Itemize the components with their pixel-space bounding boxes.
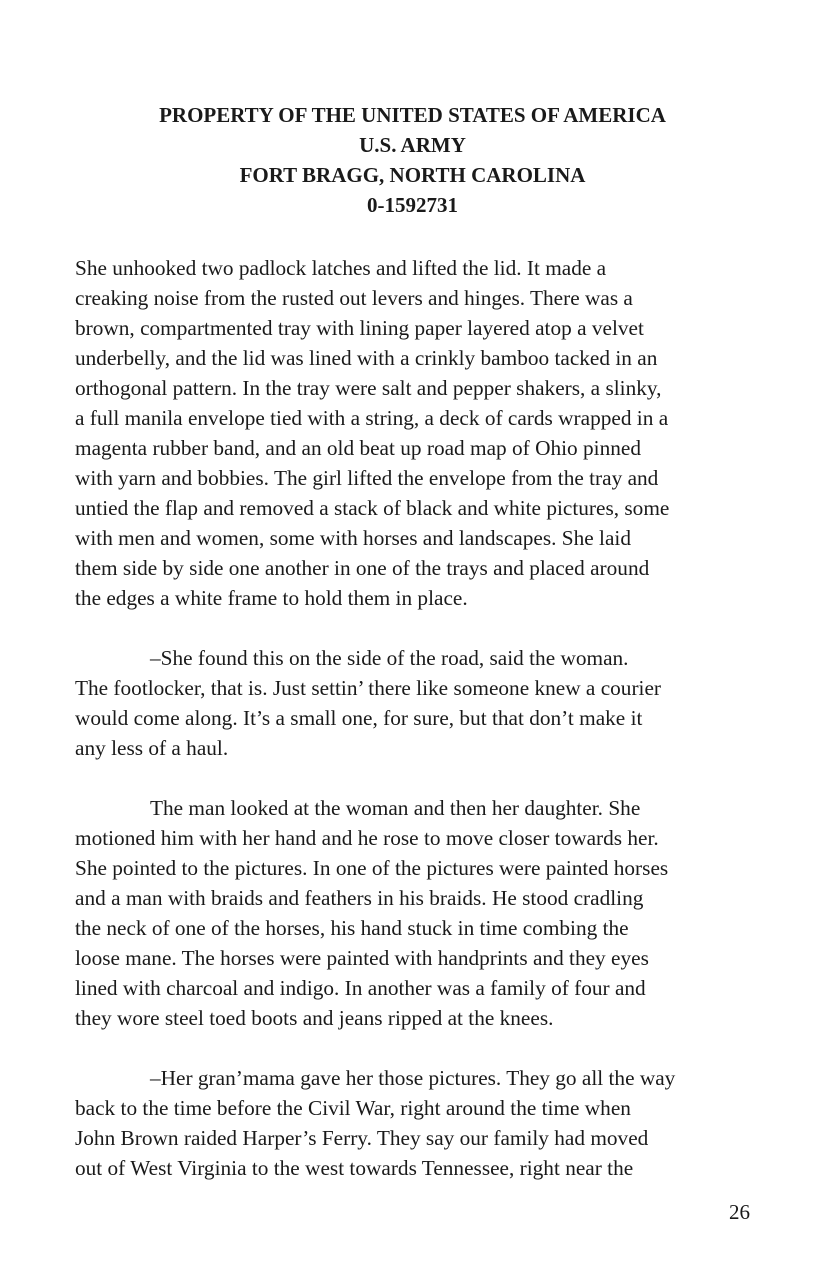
heading-line: 0-1592731 [367, 193, 458, 217]
text-line: the edges a white frame to hold them in place. [75, 586, 468, 610]
paragraph [75, 253, 750, 613]
text-line: them side by side one another in one of the trays and placed around [75, 556, 650, 580]
text-line: lined with charcoal and indigo. In another was a family of four and [75, 976, 646, 1000]
text-line: magenta rubber band, and an old beat up road map of Ohio pinned [75, 436, 641, 460]
page-number: 26 [729, 1200, 750, 1224]
property-heading [75, 100, 750, 220]
text-line: back to the time before the Civil War, right around the time when [75, 1096, 631, 1120]
text-line: She pointed to the pictures. In one of the pictures were painted horses [75, 856, 669, 880]
text-line: untied the flap and removed a stack of black and white pictures, some [75, 496, 670, 520]
text-line: loose mane. The horses were painted with handprints and they eyes [75, 946, 649, 970]
text-line: John Brown raided Harper’s Ferry. They say our family had moved [75, 1126, 649, 1150]
paragraph [75, 1063, 750, 1183]
text-line: –She found this on the side of the road, said the woman. [150, 646, 629, 670]
body-text [75, 253, 750, 1213]
text-line: creaking noise from the rusted out levers and hinges. There was a [75, 286, 633, 310]
text-line: with yarn and bobbies. The girl lifted the envelope from the tray and [75, 466, 659, 490]
text-line: She unhooked two padlock latches and lifted the lid. It made a [75, 256, 607, 280]
heading-line: PROPERTY OF THE UNITED STATES OF AMERICA [159, 103, 666, 127]
heading-line: U.S. ARMY [359, 133, 466, 157]
heading-line: FORT BRAGG, NORTH CAROLINA [239, 163, 586, 187]
text-line: with men and women, some with horses and landscapes. She laid [75, 526, 631, 550]
text-line: the neck of one of the horses, his hand stuck in time combing the [75, 916, 629, 940]
paragraph [75, 643, 750, 763]
text-line: orthogonal pattern. In the tray were salt and pepper shakers, a slinky, [75, 376, 662, 400]
text-line: brown, compartmented tray with lining paper layered atop a velvet [75, 316, 644, 340]
text-line: motioned him with her hand and he rose to move closer towards her. [75, 826, 659, 850]
text-line: a full manila envelope tied with a string, a deck of cards wrapped in a [75, 406, 669, 430]
text-line: and a man with braids and feathers in his braids. He stood cradling [75, 886, 644, 910]
text-line: would come along. It’s a small one, for sure, but that don’t make it [75, 706, 643, 730]
text-line: underbelly, and the lid was lined with a crinkly bamboo tacked in an [75, 346, 658, 370]
text-line: The man looked at the woman and then her daughter. She [150, 796, 641, 820]
text-line: any less of a haul. [75, 736, 229, 760]
text-line: they wore steel toed boots and jeans ripped at the knees. [75, 1006, 554, 1030]
text-line: out of West Virginia to the west towards Tennessee, right near the [75, 1156, 634, 1180]
text-line: –Her gran’mama gave her those pictures. They go all the way [150, 1066, 676, 1090]
text-line: The footlocker, that is. Just settin’ there like someone knew a courier [75, 676, 662, 700]
paragraph [75, 793, 750, 1033]
